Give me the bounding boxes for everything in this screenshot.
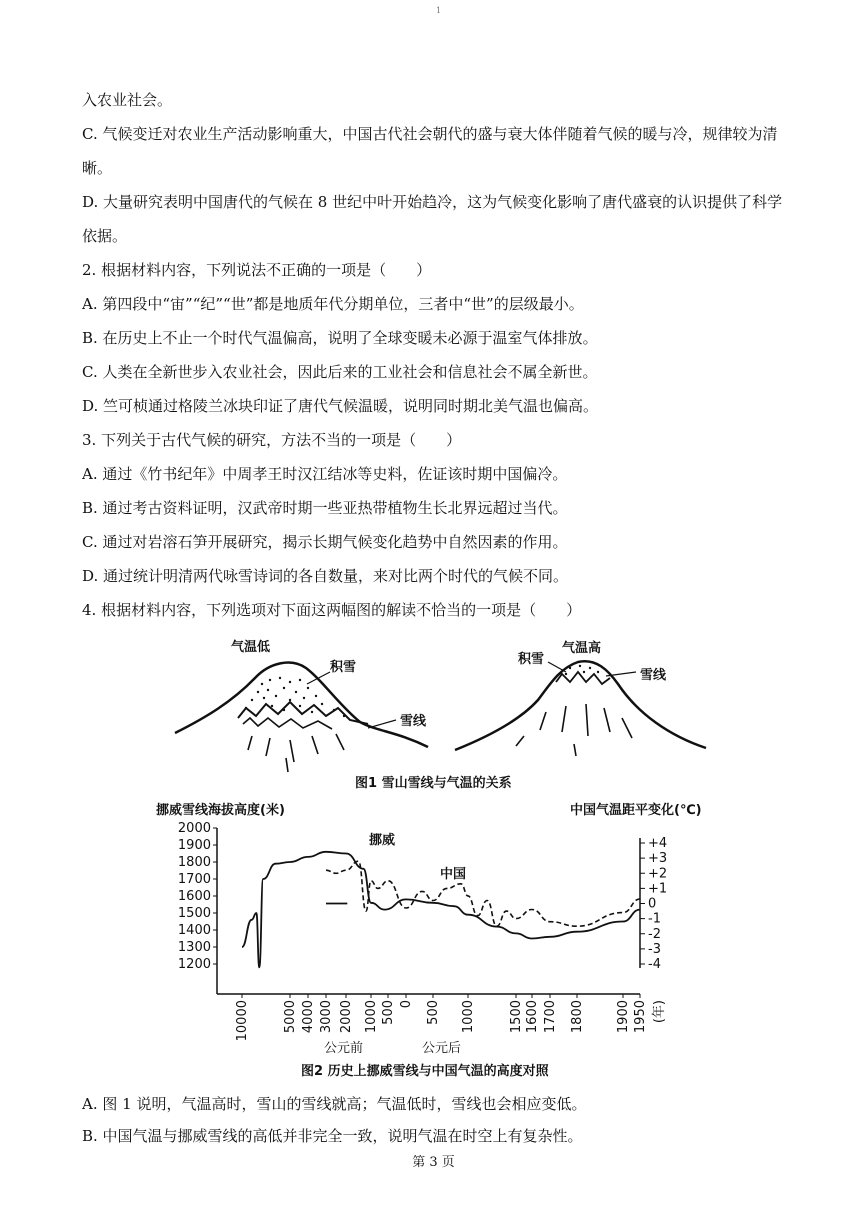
right-tick-label: -2 <box>648 926 661 942</box>
option-d: D. 竺可桢通过格陵兰冰块印证了唐代气候温暖，说明同时期北美气温也偏高。 <box>82 397 599 415</box>
option-b: B. 在历史上不止一个时代气温偏高，说明了全球变暖未必源于温室气体排放。 <box>82 329 598 347</box>
option-d: D. 通过统计明清两代咏雪诗词的各自数量，来对比两个时代的气候不同。 <box>82 567 569 585</box>
x-tick-label: 2000 <box>339 1000 354 1034</box>
x-tick-label: 1950 <box>633 1000 648 1034</box>
figure1-caption: 图1 雪山雪线与气温的关系 <box>355 776 512 791</box>
figure2-caption: 图2 历史上挪威雪线与中国气温的高度对照 <box>301 1064 549 1079</box>
page-footer: 第 3 页 <box>412 1155 455 1170</box>
x-tick-label: 1900 <box>616 1000 631 1034</box>
x-tick-label: 500 <box>381 1000 396 1025</box>
x-tick-label: 1600 <box>525 1000 540 1034</box>
right-tick-label: -4 <box>648 957 661 972</box>
left-tick-label: 1400 <box>177 923 211 938</box>
series-line-中国 <box>326 861 640 926</box>
mountain-warm <box>455 661 706 756</box>
series-label-china: 中国 <box>440 867 467 882</box>
fig1-label-warm: 气温高 <box>562 641 602 656</box>
x-tick-label: 1000 <box>364 1000 379 1034</box>
page-top-mark: 1 <box>436 6 442 15</box>
right-axis-title: 中国气温距平变化(℃) <box>570 803 702 818</box>
left-tick-label: 1300 <box>177 940 211 955</box>
question-3: 3. 下列关于古代气候的研究，方法不当的一项是（ ） <box>82 431 462 449</box>
option-c: C. 通过对岩溶石笋开展研究，揭示长期气候变化趋势中自然因素的作用。 <box>82 533 568 551</box>
x-tick-label: 3000 <box>319 1000 334 1034</box>
right-tick-label: +3 <box>648 851 668 867</box>
figure1-mountains <box>0 632 867 792</box>
left-tick-label: 1900 <box>177 838 211 853</box>
text-line: 入农业社会。 <box>82 91 173 109</box>
x-tick-label: 0 <box>399 1000 414 1009</box>
fig1-label-snow-left: 积雪 <box>330 660 357 675</box>
text-line: 依据。 <box>82 227 128 245</box>
right-tick-label: +1 <box>648 881 668 897</box>
option-b: B. 中国气温与挪威雪线的高低并非完全一致，说明气温在时空上有复杂性。 <box>82 1127 583 1145</box>
text-line: D. 大量研究表明中国唐代的气候在 8 世纪中叶开始趋冷，这为气候变化影响了唐代盛衰的认识提供了科学 <box>82 193 783 211</box>
right-tick-label: -1 <box>648 911 661 927</box>
fig1-label-cold: 气温低 <box>231 640 271 655</box>
left-tick-label: 1500 <box>177 906 211 921</box>
left-tick-label: 2000 <box>177 821 211 836</box>
option-a: A. 第四段中“宙”“纪”“世”都是地质年代分期单位，三者中“世”的层级最小。 <box>82 295 584 313</box>
fig1-label-snowline-right: 雪线 <box>640 668 667 683</box>
text-line: C. 气候变迁对农业生产活动影响重大，中国古代社会朝代的盛与衰大体伴随着气候的暖与冷，规律较为清 <box>82 125 778 143</box>
option-c: C. 人类在全新世步入农业社会，因此后来的工业社会和信息社会不属全新世。 <box>82 363 598 381</box>
left-tick-label: 1700 <box>177 872 211 887</box>
right-tick-label: 0 <box>648 896 657 912</box>
x-axis-unit: (年) <box>652 1000 667 1024</box>
left-tick-label: 1200 <box>177 957 211 972</box>
x-tick-label: 4000 <box>301 1000 316 1034</box>
x-tick-label: 500 <box>426 1000 441 1025</box>
left-axis-title: 挪威雪线海拔高度(米) <box>156 803 285 818</box>
fig1-label-snowline-left: 雪线 <box>400 714 427 729</box>
left-tick-label: 1600 <box>177 889 211 904</box>
option-a: A. 图 1 说明，气温高时，雪山的雪线就高；气温低时，雪线也会相应变低。 <box>82 1095 587 1113</box>
x-tick-label: 10000 <box>235 1000 250 1042</box>
right-tick-label: +4 <box>648 836 668 851</box>
x-tick-label: 1500 <box>509 1000 524 1034</box>
x-tick-label: 1000 <box>461 1000 476 1034</box>
x-tick-label: 1700 <box>543 1000 558 1034</box>
right-tick-label: -3 <box>648 941 661 957</box>
question-2: 2. 根据材料内容，下列说法不正确的一项是（ ） <box>82 261 432 279</box>
option-a: A. 通过《竹书纪年》中周孝王时汉江结冰等史料，佐证该时期中国偏冷。 <box>82 465 568 483</box>
series-label-norway: 挪威 <box>369 833 396 848</box>
fig1-label-snow-right: 积雪 <box>518 652 545 667</box>
text-line: 晰。 <box>82 159 113 177</box>
x-tick-label: 5000 <box>283 1000 298 1034</box>
mountain-cold <box>175 663 428 772</box>
question-4: 4. 根据材料内容，下列选项对下面这两幅图的解读不恰当的一项是（ ） <box>82 601 582 619</box>
era-label-ce: 公元后 <box>422 1041 462 1056</box>
left-tick-label: 1800 <box>177 855 211 870</box>
figure2-chart <box>0 798 867 1058</box>
right-tick-label: +2 <box>648 866 668 882</box>
era-label-bce: 公元前 <box>324 1041 364 1056</box>
x-tick-label: 1800 <box>570 1000 585 1034</box>
option-b: B. 通过考古资料证明，汉武帝时期一些亚热带植物生长北界远超过当代。 <box>82 499 568 517</box>
